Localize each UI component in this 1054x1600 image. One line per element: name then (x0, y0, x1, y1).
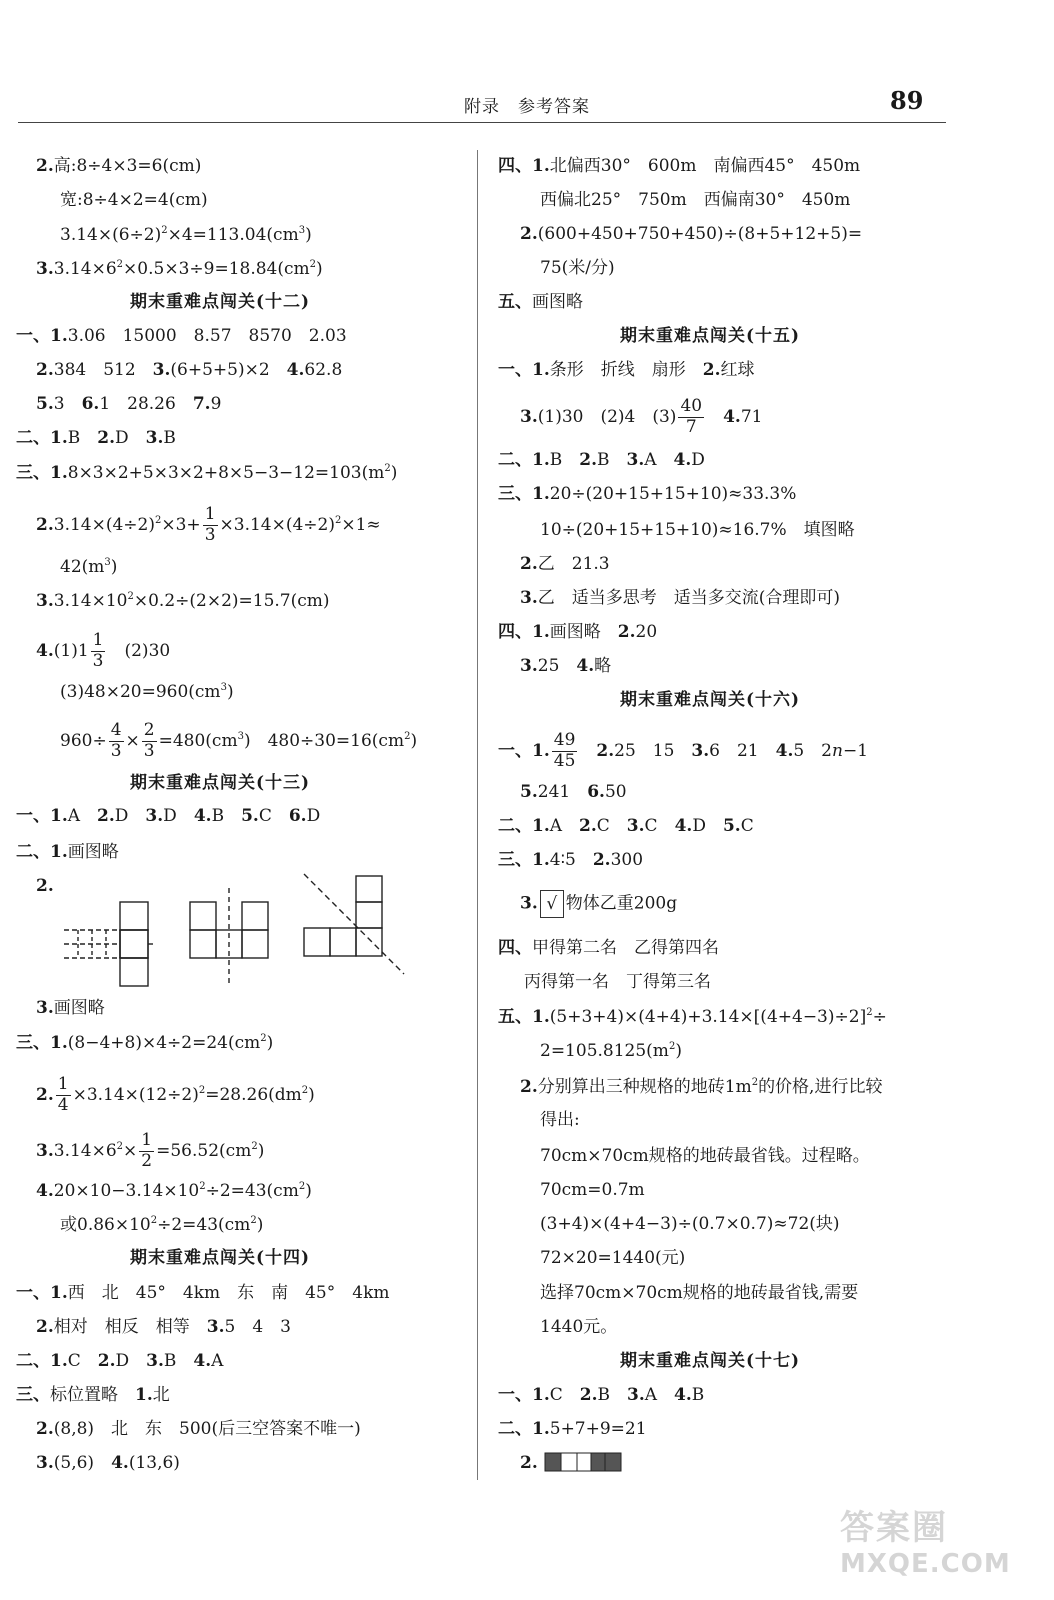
answer-line: $3.3.14\times 10^2\times 0.2\div(2\times 2)=15.7(cm)$ (36, 591, 330, 611)
answer-line: 三、$1.(8-4+8)\times 4\div 2=24(cm^2)$ (16, 1033, 274, 1053)
answer-line: 2.(8,8) 北 东 500(后三空答案不唯一) (36, 1419, 361, 1439)
shaded-boxes-figure (544, 1452, 624, 1474)
answer-line: 3.(1)30 (2)4 (3) $\frac{40}{7}$ 4.71 (520, 396, 763, 437)
answer-line: $3.3.14\times 6^2\times$ $\frac{1}{2}$ $=56.52(cm^2)$ (36, 1130, 265, 1171)
answer-line: 75(米/分) (540, 258, 615, 278)
watermark-text: 答案圈 (840, 1508, 948, 1548)
answer-line: 2.乙 21.3 (520, 554, 610, 574)
section-title: 期末重难点闯关(十三) (130, 773, 311, 793)
answer-line: $2=105.8125(m^2)$ (540, 1041, 682, 1061)
answer-line: 五、$1.(5+3+4)\times(4+4)+3.14\times[(4+4-3)\div 2]^2\div$ (498, 1007, 887, 1027)
answer-line: 2.高:8÷4×3=6(cm) (36, 156, 202, 176)
section-title: 期末重难点闯关(十四) (130, 1248, 311, 1268)
answer-line: 或$0.86\times 10^2\div 2=43(cm^2)$ (60, 1215, 264, 1235)
answer-line: 四、甲得第二名 乙得第四名 (498, 938, 719, 958)
answer-line: 三、1.4∶5 2.300 (498, 850, 644, 870)
section-title: 期末重难点闯关(十五) (620, 326, 801, 346)
answer-line: 丙得第一名 丁得第三名 (524, 972, 711, 992)
answer-line: 70cm×70cm规格的地砖最省钱。过程略。 (540, 1146, 870, 1166)
check-mark-box: √ (540, 890, 564, 918)
answer-line: 一、1.条形 折线 扇形 2.红球 (498, 360, 755, 380)
net-figure-1 (64, 902, 156, 986)
answer-line: 四、1.画图略 2.20 (498, 622, 658, 642)
answer-line: 4.(1)1 $\frac{1}{3}$ (2)30 (36, 630, 171, 671)
answer-line: (3+4)×(4+4−3)÷(0.7×0.7)≈72(块) (540, 1214, 840, 1234)
answer-line: 三、1.20÷(20+15+15+10)≈33.3% (498, 484, 797, 504)
answer-line: 一、1. $\frac{49}{45}$ 2.25 15 3.6 21 4.5 2n−1 (498, 730, 869, 771)
watermark (840, 1500, 1040, 1590)
answer-line: 70cm=0.7m (540, 1180, 645, 1200)
answer-line: 3. √ 物体乙重200g (520, 890, 677, 918)
answer-line: 3.画图略 (36, 998, 105, 1018)
net-figure-3 (304, 874, 404, 974)
answer-line: 3.(5,6) 4.(13,6) (36, 1453, 180, 1473)
answer-line: 二、1.画图略 (16, 842, 119, 862)
answer-line: 四、1.北偏西30° 600m 南偏西45° 450m (498, 156, 861, 176)
column-divider (477, 150, 478, 1480)
section-title: 期末重难点闯关(十七) (620, 1351, 801, 1371)
answer-line: 三、标位置略 1.北 (16, 1385, 170, 1405)
header-title: 附录 参考答案 (464, 97, 590, 117)
answer-line: $4.20\times 10-3.14\times 10^2\div 2=43(cm^2)$ (36, 1181, 312, 1201)
answer-line: 二、1.A 2.C 3.C 4.D 5.C (498, 816, 754, 836)
answer-line: 2. $\frac{1}{4}$ $\times 3.14\times(12\div 2)^2=28.26(dm^2)$ (36, 1074, 315, 1115)
answer-line: $(3)48\times 20=960(cm^3)$ (60, 682, 234, 702)
answer-line: 2.分别算出三种规格的地砖$1m^2$的价格,进行比较 (520, 1077, 883, 1097)
answer-line: 1440元。 (540, 1317, 618, 1337)
fraction: $\frac{4}{3}$ (110, 720, 122, 761)
answer-line: 960÷ $\frac{4}{3}$ × $\frac{2}{3}$ $=480(cm^3)$ $480\div 30=16(cm^2)$ (60, 720, 418, 761)
fraction: $\frac{2}{3}$ (143, 720, 155, 761)
answer-line: $3.3.14\times 6^2\times 0.5\times 3\div 9=18.84(cm^2)$ (36, 259, 323, 279)
answer-line: 2.相对 相反 相等 3.5 4 3 (36, 1317, 291, 1337)
answer-line: 2.384 512 3.(6+5+5)×2 4.62.8 (36, 360, 343, 380)
answer-line: 2. (36, 876, 54, 896)
answer-line: 一、1.A 2.D 3.D 4.B 5.C 6.D (16, 806, 321, 826)
answer-line: $2.3.14\times(4\div 2)^2\times 3+$ $\frac{1}{3}$ $\times 3.14\times(4\div 2)^2\times 1\approx$ (36, 504, 381, 545)
answer-line: 一、1.C 2.B 3.A 4.B (498, 1385, 705, 1405)
fraction: $\frac{1}{2}$ (141, 1130, 153, 1171)
section-title: 期末重难点闯关(十二) (130, 292, 311, 312)
answer-line: 宽:8÷4×2=4(cm) (60, 190, 208, 210)
answer-line: 二、1.C 2.D 3.B 4.A (16, 1351, 224, 1371)
answer-line: $3.14\times(6\div 2)^2\times 4=113.04(cm^3)$ (60, 225, 312, 245)
answer-line: 3.25 4.略 (520, 656, 612, 676)
answer-line: $42(m^3)$ (60, 557, 118, 577)
answer-line: 72×20=1440(元) (540, 1248, 686, 1268)
answer-line: 选择70cm×70cm规格的地砖最省钱,需要 (540, 1283, 859, 1303)
fraction: $\frac{1}{3}$ (92, 630, 104, 671)
page-number: 89 (890, 86, 924, 115)
answer-line: 一、1.3.06 15000 8.57 8570 2.03 (16, 326, 347, 346)
net-figures (60, 868, 410, 988)
header-rule (18, 122, 946, 123)
fraction: $\frac{1}{3}$ (204, 504, 216, 545)
fraction: $\frac{1}{4}$ (57, 1074, 69, 1115)
answer-line: 5.241 6.50 (520, 782, 627, 802)
answer-line: 西偏北25° 750m 西偏南30° 450m (540, 190, 851, 210)
watermark-url: MXQE.COM (840, 1549, 1011, 1579)
answer-line: 一、1.西 北 45° 4km 东 南 45° 4km (16, 1283, 390, 1303)
fraction: $\frac{49}{45}$ (553, 730, 576, 771)
section-title: 期末重难点闯关(十六) (620, 690, 801, 710)
answer-line: 2.(600+450+750+450)÷(8+5+12+5)= (520, 224, 863, 244)
answer-line: 五、画图略 (498, 292, 583, 312)
answer-line: 2. (520, 1453, 538, 1473)
net-figure-2 (190, 888, 268, 986)
answer-line: 二、1.B 2.D 3.B (16, 428, 176, 448)
answer-line: 二、1.5+7+9=21 (498, 1419, 647, 1439)
answer-line: 3.乙 适当多思考 适当多交流(合理即可) (520, 588, 841, 608)
answer-line: 5.3 6.1 28.26 7.9 (36, 394, 222, 414)
answer-line: 10÷(20+15+15+10)≈16.7% 填图略 (540, 520, 855, 540)
answer-line: 二、1.B 2.B 3.A 4.D (498, 450, 705, 470)
answer-line: 得出: (540, 1110, 580, 1130)
answer-line: 三、$1.8\times 3\times 2+5\times 3\times 2+8\times 5-3-12=103(m^2)$ (16, 463, 398, 483)
fraction: $\frac{40}{7}$ (680, 396, 703, 437)
